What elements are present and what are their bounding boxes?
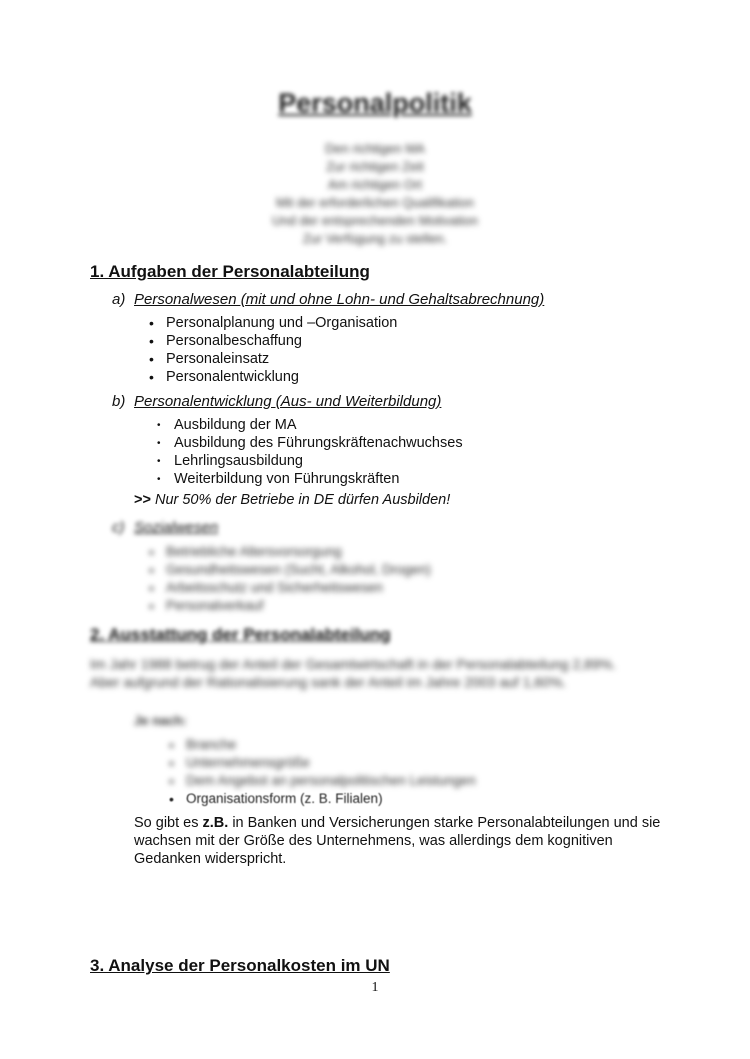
intro-line: Zur Verfügung zu stellen. (302, 231, 448, 246)
list-item: • Personalentwicklung (149, 369, 299, 385)
je-nach-label: Je nach: (134, 713, 187, 728)
page-title: Personalpolitik (278, 88, 472, 118)
bullet-icon: • (149, 562, 154, 578)
bullet-icon: • (149, 580, 154, 596)
intro-line: Und der entsprechenden Motivation (272, 213, 478, 228)
list-item: • Personaleinsatz (149, 351, 270, 367)
subsection-a (112, 291, 544, 308)
bullet-icon: • (149, 315, 154, 331)
list-item: • Arbeitsschutz und Sicherheitswesen (149, 580, 383, 596)
bullet-icon: • (169, 791, 174, 807)
bullet-icon: • (149, 351, 154, 367)
subsection-b (112, 393, 441, 410)
section-2-paragraph-2: So gibt es z.B. in Banken und Versicherungen starke Personalabteilungen und sie wachsen mit der Größe des Unternehmens, was allerdings dem kognitiven Gedanken widerspricht. (134, 815, 661, 867)
list-item: • Lehrlingsausbildung (157, 453, 303, 469)
list-item: • Ausbildung der MA (157, 417, 297, 433)
bullet-icon: • (157, 420, 161, 431)
bullet-icon: • (157, 438, 161, 449)
bullet-icon: • (149, 369, 154, 385)
list-je-nach-last (166, 790, 383, 808)
list-b (154, 416, 463, 488)
intro-block (0, 140, 750, 248)
section-2-heading: 2. Ausstattung der Personalabteilung (90, 625, 391, 644)
bullet-icon: • (149, 598, 154, 614)
list-item: • Gesundheitswesen (Sucht, Alkohol, Drogen) (149, 562, 431, 578)
subsection-b-label: b) (112, 393, 126, 410)
intro-line: Mit der erforderlichen Qualifikation (276, 195, 474, 210)
list-item: • Dem Angebot an personalpolitischen Leistungen (169, 773, 476, 789)
note-line (134, 492, 450, 508)
list-a (146, 314, 397, 386)
section-2-paragraph: Im Jahr 1988 betrug der Anteil der Gesamtwirtschaft in der Personalabteilung 2,89%. Aber aufgrund der Rationalisierung sank der Anteil im Jahre 2003 auf 1,60%. (90, 656, 617, 690)
intro-line: Zur richtigen Zeit (326, 159, 424, 174)
list-item: • Ausbildung des Führungskräftenachwuchses (157, 435, 463, 451)
list-item: • Personalverkauf (149, 598, 264, 614)
list-item: • Personalbeschaffung (149, 333, 302, 349)
bullet-icon: • (149, 544, 154, 560)
section-3-heading: 3. Analyse der Personalkosten im UN (90, 956, 390, 975)
bullet-icon: • (169, 755, 174, 771)
list-item: • Personalplanung und –Organisation (149, 315, 398, 331)
intro-line: Den richtigen MA (325, 141, 425, 156)
list-item: • Unternehmensgröße (169, 755, 310, 771)
list-item: • Weiterbildung von Führungskräften (157, 471, 400, 487)
list-item: • Organisationsform (z. B. Filialen) (169, 791, 383, 807)
subsection-c-title: Sozialwesen (134, 519, 219, 536)
note-arrow: >> (134, 492, 151, 508)
bullet-icon: • (149, 333, 154, 349)
list-c (146, 543, 431, 615)
subsection-c-label: c) (112, 519, 125, 536)
bullet-icon: • (157, 474, 161, 485)
section-1-heading: 1. Aufgaben der Personalabteilung (90, 262, 370, 281)
subsection-a-title: Personalwesen (mit und ohne Lohn- und Gehaltsabrechnung) (134, 291, 545, 308)
list-je-nach (166, 736, 476, 790)
bullet-icon: • (169, 773, 174, 789)
page-number: 1 (371, 980, 379, 995)
list-item: • Branche (169, 737, 237, 753)
subsection-b-title: Personalentwicklung (Aus- und Weiterbildung) (134, 393, 442, 410)
note-text: Nur 50% der Betriebe in DE dürfen Ausbilden! (150, 492, 451, 508)
intro-line: Am richtigen Ort (328, 177, 422, 192)
subsection-c (112, 519, 218, 536)
bullet-icon: • (169, 737, 174, 753)
subsection-a-label: a) (112, 291, 126, 308)
bullet-icon: • (157, 456, 161, 467)
list-item: • Betriebliche Altersvorsorgung (149, 544, 342, 560)
bold-zb: z.B. (202, 815, 229, 831)
